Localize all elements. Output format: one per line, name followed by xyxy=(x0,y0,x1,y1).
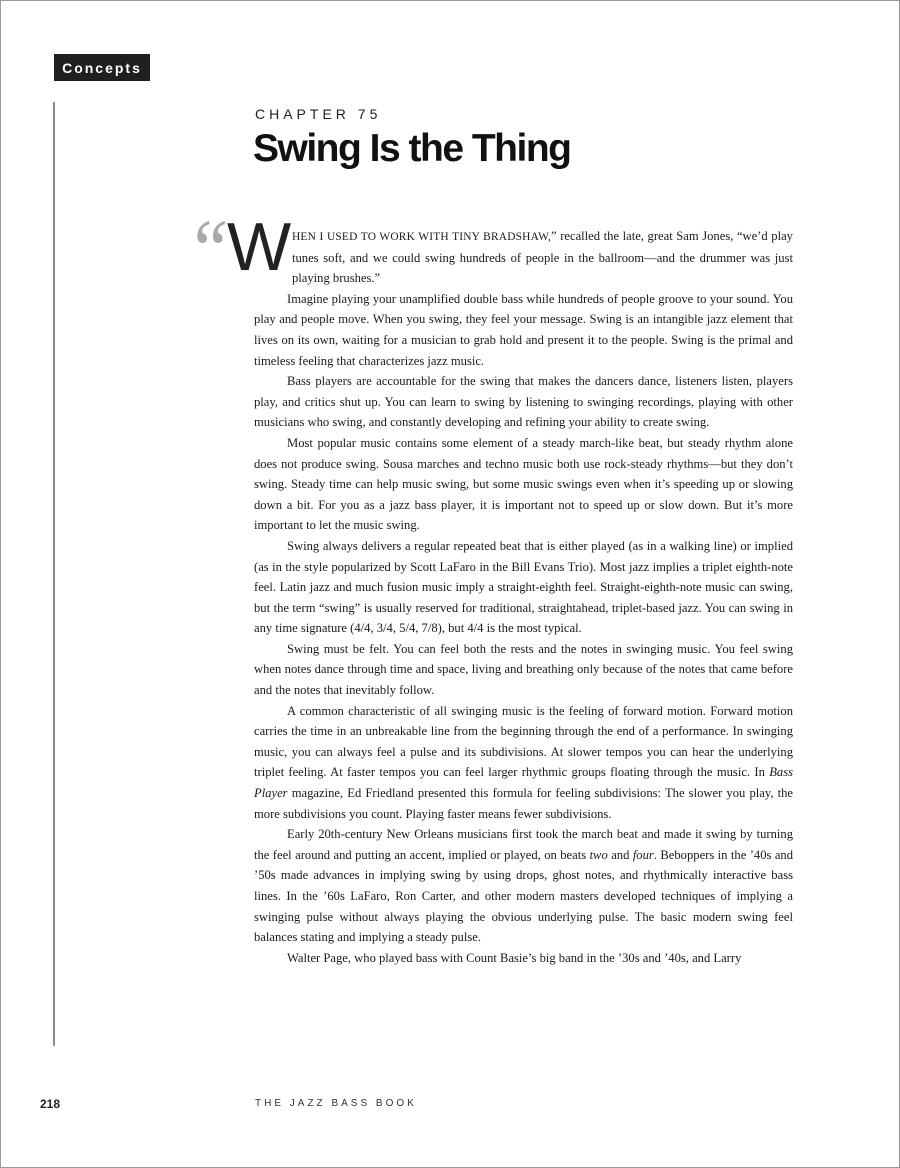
text-run: Early 20th-century New Orleans musicians first took the march beat and made it swing by turning the feel around and putting an accent, implied or played, on beats xyxy=(254,827,793,862)
opening-text: ” recalled the late, great Sam Jones, “we’d play tunes soft, and we could swing hundreds of people in the ballroom—and the drummer was just playing brushes.” xyxy=(292,229,793,286)
paragraph: Swing must be felt. You can feel both the rests and the notes in swinging music. You feel swing when notes dance through time and space, living and breathing only because of the notes that came before and the notes that inevitably follow. xyxy=(254,641,793,698)
drop-cap: W xyxy=(227,209,290,285)
opening-lead xyxy=(254,226,793,289)
paragraph-forward-motion xyxy=(254,701,793,825)
paragraph: Imagine playing your unamplified double bass while hundreds of people groove to your sound. You play and people move. When you swing, they feel your message. Swing is an intangible jazz element that lives on its own, waiting for a musician to grab hold and present it to the people. Swing is the primal and timeless feeling that characterizes jazz music. xyxy=(254,291,793,368)
decorative-quote-mark: “ xyxy=(186,201,230,297)
chapter-title: Swing Is the Thing xyxy=(253,127,571,170)
emphasis: two xyxy=(589,847,608,862)
emphasis: four xyxy=(632,847,654,862)
page-number: 218 xyxy=(40,1097,61,1111)
paragraph: Swing always delivers a regular repeated beat that is either played (as in a walking line) or implied (as in the style popularized by Scott LaFaro in the Bill Evans Trio). Most jazz implies a triplet eighth-note feel. Latin jazz and much fusion music imply a straight-eighth feel. Straight-eighth-note music can swing, but the term “swing” is usually reserved for traditional, straightahead, triplet-based jazz. You can swing in any time signature (4/4, 3/4, 5/4, 7/8), but 4/4 is the most typical. xyxy=(254,538,793,636)
paragraph: Bass players are accountable for the swing that makes the dancers dance, listeners listen, players play, and critics shut up. You can learn to swing by listening to swinging recordings, playing with other musicians who swing, and constantly developing and refining your ability to create swing. xyxy=(254,374,793,430)
section-tab-concepts xyxy=(54,54,150,81)
margin-rule xyxy=(53,102,55,1046)
magazine-title: Bass Player xyxy=(254,765,793,801)
section-tab-label: Concepts xyxy=(62,59,142,76)
running-footer: THE JAZZ BASS BOOK xyxy=(255,1098,417,1109)
paragraph-new-orleans xyxy=(254,824,793,948)
text-run: and xyxy=(607,847,633,862)
paragraph: Most popular music contains some element of a steady march-like beat, but steady rhythm alone does not produce swing. Sousa marches and techno music both use rock-steady rhythms—but they don’t swing. Steady time can help music swing, but some music swings even when it’s speeding up or slowing down a bit. For you as a jazz bass player, it is important not to speed up or slow down. But it’s more important to let the music swing. xyxy=(254,435,793,533)
chapter-body xyxy=(254,226,793,968)
opening-smallcaps: HEN I USED TO WORK WITH TINY BRADSHAW, xyxy=(292,231,552,243)
chapter-label: CHAPTER 75 xyxy=(255,106,382,122)
paragraph-final-line: Walter Page, who played bass with Count Basie’s big band in the ’30s and ’40s, and Larry xyxy=(287,950,742,965)
opening-paragraph xyxy=(254,226,793,289)
text-run: . Beboppers in the ’40s and ’50s made advances in implying swing by using drops, ghost notes, and rhythmically interactive bass lines. In the ’60s LaFaro, Ron Carter, and other modern masters developed techniques of implying a swinging pulse without always playing the obvious underlying pulse. The basic modern swing feel balances stating and implying a steady pulse. xyxy=(254,847,794,945)
text-run: A common characteristic of all swinging music is the feeling of forward motion. Forward motion carries the time in an unbreakable line from the beginning through the end of a performance. In swinging music, you can always feel a pulse and its subdivisions. At slower tempos you can hear the underlying triplet feeling. At faster tempos you can feel larger rhythmic groups floating through the music. In xyxy=(254,703,793,780)
text-run: magazine, Ed Friedland presented this formula for feeling subdivisions: The slower you play, the more subdivisions you count. Playing faster means fewer subdivisions. xyxy=(254,786,793,821)
